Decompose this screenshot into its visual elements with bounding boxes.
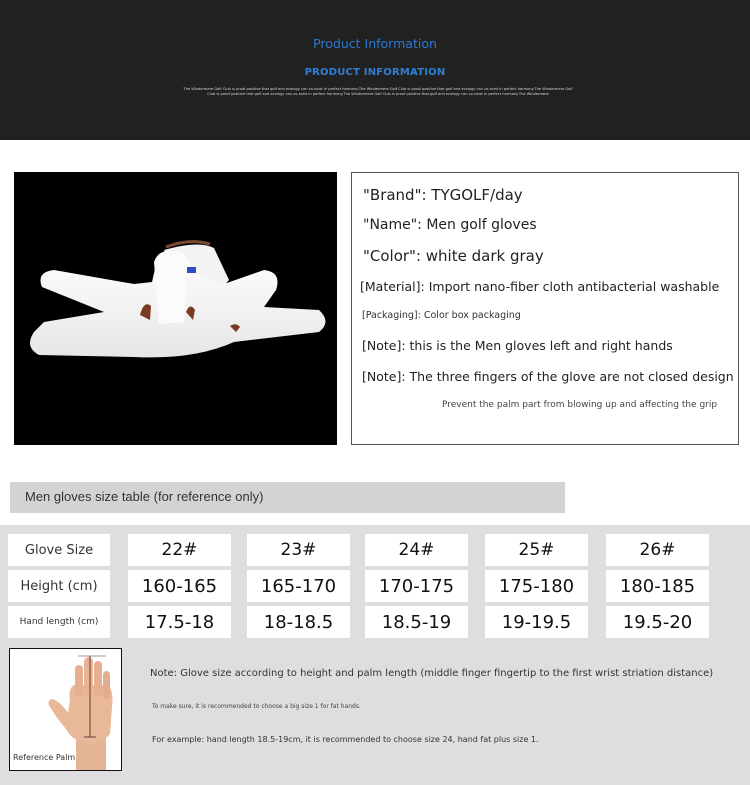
palm-caption: Reference Palm bbox=[13, 753, 76, 762]
glove-icon bbox=[14, 172, 337, 445]
size-example-note: For example: hand length 18.5-19cm, it is recommended to choose size 24, hand fat plus size 1. bbox=[152, 735, 539, 744]
hand-length-cell: 17.5-18 bbox=[128, 606, 231, 638]
size-table-title-bar bbox=[10, 482, 565, 513]
size-table-title: Men gloves size table (for reference only) bbox=[25, 489, 264, 504]
info-packaging: [Packaging]: Color box packaging bbox=[362, 310, 521, 321]
size-cell: 24# bbox=[365, 534, 468, 566]
height-cell: 160-165 bbox=[128, 570, 231, 602]
row-label-hand-length: Hand length (cm) bbox=[8, 606, 110, 638]
height-cell: 175-180 bbox=[485, 570, 588, 602]
info-note-fingers: [Note]: The three fingers of the glove are not closed design bbox=[362, 369, 734, 384]
info-color: "Color": white dark gray bbox=[363, 247, 544, 265]
size-cell: 23# bbox=[247, 534, 350, 566]
info-name: "Name": Men golf gloves bbox=[363, 217, 537, 233]
product-image-glove bbox=[14, 172, 337, 445]
hand-length-cell: 19.5-20 bbox=[606, 606, 709, 638]
product-info-box bbox=[351, 172, 739, 445]
size-cell: 25# bbox=[485, 534, 588, 566]
size-cell: 26# bbox=[606, 534, 709, 566]
height-cell: 180-185 bbox=[606, 570, 709, 602]
row-label-glove-size: Glove Size bbox=[8, 534, 110, 566]
header-subtitle: PRODUCT INFORMATION bbox=[304, 67, 446, 78]
hand-length-cell: 18-18.5 bbox=[247, 606, 350, 638]
product-info-header bbox=[0, 0, 750, 140]
size-cell: 22# bbox=[128, 534, 231, 566]
hand-length-cell: 18.5-19 bbox=[365, 606, 468, 638]
hand-length-cell: 19-19.5 bbox=[485, 606, 588, 638]
height-cell: 170-175 bbox=[365, 570, 468, 602]
fat-hand-note: To make sure, it is recommended to choose a big size 1 for fat hands. bbox=[152, 703, 361, 710]
reference-palm-image bbox=[9, 648, 122, 771]
height-cell: 165-170 bbox=[247, 570, 350, 602]
info-note-grip: Prevent the palm part from blowing up and affecting the grip bbox=[442, 400, 718, 410]
header-title: Product Information bbox=[313, 36, 437, 51]
info-material: [Material]: Import nano-fiber cloth antibacterial washable bbox=[360, 279, 720, 294]
row-label-height: Height (cm) bbox=[8, 570, 110, 602]
info-note-hands: [Note]: this is the Men gloves left and right hands bbox=[362, 338, 673, 353]
info-brand: "Brand": TYGOLF/day bbox=[363, 186, 523, 204]
size-note: Note: Glove size according to height and palm length (middle finger fingertip to the first wrist striation distance) bbox=[150, 668, 714, 679]
header-blurb: The Windermere Golf Club is proof positive that golf and ecology can co-exist in perfect harmony.The Windermere Golf Club is proof positive that golf and ecology can co-exist in perfect harmony.The Windermere Golf Club is proof positive that golf and ecology can co-exist in perfect harmony.The Windermere Golf Club is proof positive that golf and ecology can co-exist in perfect harmony.The Windermere bbox=[183, 87, 573, 96]
